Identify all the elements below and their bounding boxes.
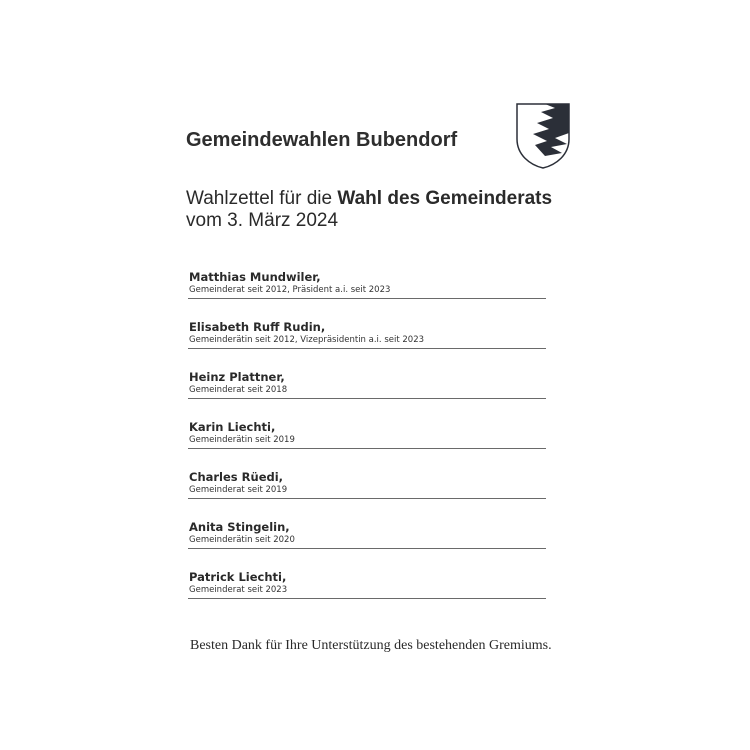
- thanks-note: Besten Dank für Ihre Unterstützung des bestehenden Gremiums.: [190, 638, 552, 653]
- candidate-list: [188, 270, 546, 620]
- candidate-name: Charles Rüedi,: [189, 470, 284, 484]
- candidate-description: Gemeinderat seit 2012, Präsident a.i. seit 2023: [189, 285, 391, 295]
- candidate-description: Gemeinderat seit 2023: [189, 585, 288, 595]
- candidate-description: Gemeinderat seit 2018: [189, 385, 288, 395]
- subtitle-date: vom 3. März 2024: [186, 210, 339, 231]
- candidate-description: Gemeinderätin seit 2019: [189, 435, 295, 445]
- candidate-divider: [188, 448, 546, 449]
- ballot-subtitle: [186, 188, 552, 232]
- candidate-description: Gemeinderat seit 2019: [189, 485, 288, 495]
- candidate-entry: [188, 420, 546, 470]
- candidate-entry: [188, 370, 546, 420]
- candidate-name: Patrick Liechti,: [189, 570, 287, 584]
- candidate-entry: [188, 320, 546, 370]
- candidate-name: Karin Liechti,: [189, 420, 276, 434]
- candidate-divider: [188, 498, 546, 499]
- subtitle-prefix: Wahlzettel für die: [186, 188, 338, 209]
- ballot-title: Gemeindewahlen Bubendorf: [186, 129, 458, 151]
- candidate-divider: [188, 548, 546, 549]
- candidate-name: Elisabeth Ruff Rudin,: [189, 320, 326, 334]
- candidate-entry: [188, 520, 546, 570]
- subtitle-election-name: Wahl des Gemeinderats: [337, 188, 553, 209]
- candidate-description: Gemeinderätin seit 2020: [189, 535, 295, 545]
- candidate-name: Heinz Plattner,: [189, 370, 285, 384]
- candidate-name: Matthias Mundwiler,: [189, 270, 321, 284]
- candidate-entry: [188, 270, 546, 320]
- candidate-divider: [188, 398, 546, 399]
- candidate-entry: [188, 570, 546, 620]
- candidate-description: Gemeinderätin seit 2012, Vizepräsidentin a.i. seit 2023: [189, 335, 425, 345]
- coat-of-arms-icon: [515, 103, 571, 169]
- candidate-divider: [188, 348, 546, 349]
- candidate-name: Anita Stingelin,: [189, 520, 290, 534]
- candidate-divider: [188, 298, 546, 299]
- candidate-entry: [188, 470, 546, 520]
- candidate-divider: [188, 598, 546, 599]
- subtitle-line-1: [186, 188, 552, 210]
